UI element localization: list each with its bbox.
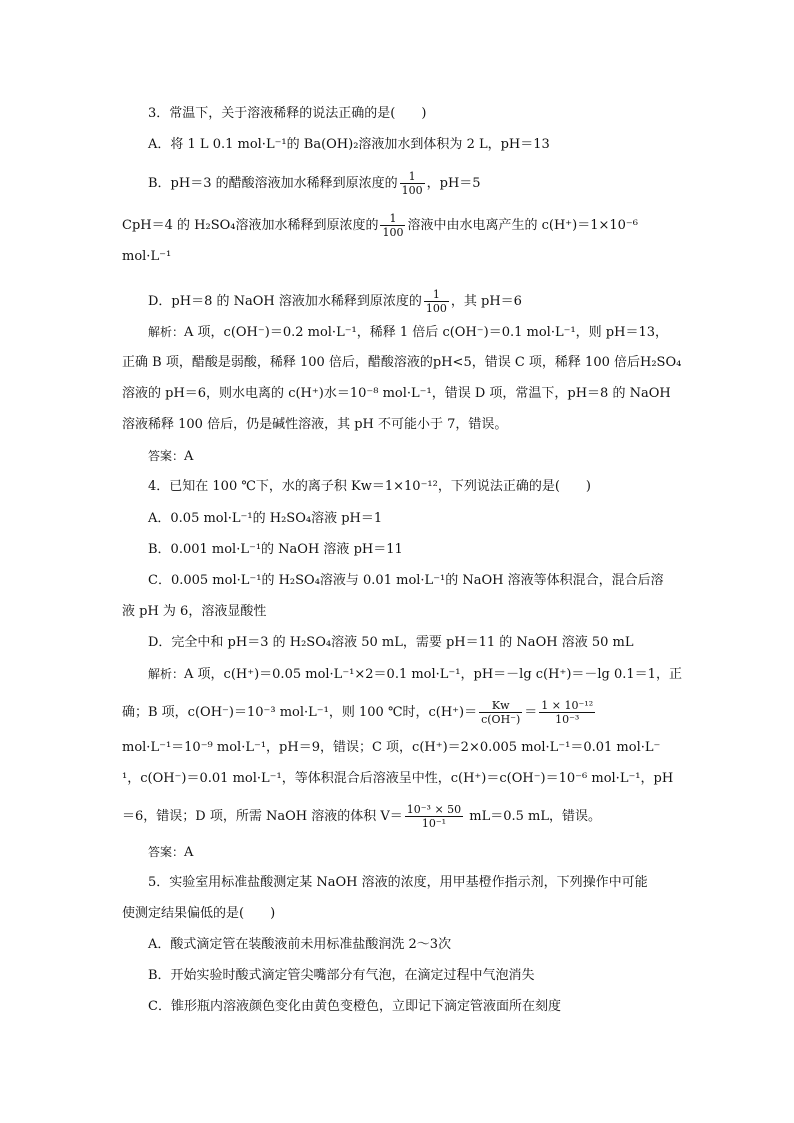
q3-analysis-1: 解析：A 项，c(OH⁻)＝0.2 mol·L⁻¹，稀释 1 倍后 c(OH⁻)＝0.1 mol·L⁻¹，则 pH＝13， xyxy=(148,325,669,340)
q4-stem: 4．已知在 100 ℃下，水的离子积 Kw＝1×10⁻¹²，下列说法正确的是( ) xyxy=(148,479,591,494)
q4-answer: 答案：A xyxy=(148,845,194,860)
q4-analysis-5: ＝6，错误；D 项，所需 NaOH 溶液的体积 V＝ $\frac{\text{10⁻³ × 50}}{\text{10⁻¹}}$ mL＝0.5 mL，错误。 xyxy=(122,803,602,830)
q3-stem: 3．常温下，关于溶液稀释的说法正确的是( ) xyxy=(148,106,427,121)
q3-option-a: A．将 1 L 0.1 mol·L⁻¹的 Ba(OH)₂溶液加水到体积为 2 L，pH＝13 xyxy=(148,137,550,152)
q3-analysis-4: 溶液稀释 100 倍后，仍是碱性溶液，其 pH 不可能小于 7，错误。 xyxy=(122,417,508,432)
q3-option-c: CpH＝4 的 H₂SO₄溶液加水稀释到原浓度的 $\frac{1}{100}$ 溶液中由水电离产生的 c(H⁺)＝1×10⁻⁶ xyxy=(122,212,639,239)
q4-analysis-2: 确；B 项，c(OH⁻)＝10⁻³ mol·L⁻¹，则 100 ℃时，c(H⁺)＝ $\frac{Kw}{c(OH^-)}$ ＝ $\frac{\text{1 × 10⁻¹²}}{\text{10⁻³}}$ xyxy=(122,699,594,726)
q4-option-a: A．0.05 mol·L⁻¹的 H₂SO₄溶液 pH＝1 xyxy=(148,511,383,526)
q5-stem: 5．实验室用标准盐酸测定某 NaOH 溶液的浓度，用甲基橙作指示剂，下列操作中可能 xyxy=(148,875,648,890)
fraction: $\frac{\text{10⁻³ × 50}}{\text{10⁻¹}}$ xyxy=(406,803,462,830)
fraction: $\frac{1}{100}$ xyxy=(382,212,404,239)
fraction: $\frac{1}{100}$ xyxy=(401,170,423,197)
q3-answer: 答案：A xyxy=(148,449,194,464)
fraction: $\frac{1}{100}$ xyxy=(425,288,447,315)
q4-option-c: C．0.005 mol·L⁻¹的 H₂SO₄溶液与 0.01 mol·L⁻¹的 NaOH 溶液等体积混合，混合后溶 xyxy=(148,573,664,588)
q3-analysis-3: 溶液的 pH＝6，则水电离的 c(H⁺)水＝10⁻⁸ mol·L⁻¹，错误 D 项，常温下，pH＝8 的 NaOH xyxy=(122,386,671,401)
q4-analysis-3: mol·L⁻¹＝10⁻⁹ mol·L⁻¹，pH＝9，错误；C 项，c(H⁺)＝2×0.005 mol·L⁻¹＝0.01 mol·L⁻ xyxy=(122,740,661,755)
q4-option-b: B．0.001 mol·L⁻¹的 NaOH 溶液 pH＝11 xyxy=(148,542,403,557)
q4-option-d: D．完全中和 pH＝3 的 H₂SO₄溶液 50 mL，需要 pH＝11 的 NaOH 溶液 50 mL xyxy=(148,635,634,650)
q3-analysis-2: 正确 B 项，醋酸是弱酸，稀释 100 倍后，醋酸溶液的pH<5，错误 C 项，稀释 100 倍后H₂SO₄ xyxy=(122,355,682,370)
q5-option-a: A．酸式滴定管在装酸液前未用标准盐酸润洗 2～3次 xyxy=(148,937,452,952)
fraction: $\frac{\text{1 × 10⁻¹²}}{\text{10⁻³}}$ xyxy=(541,699,594,726)
q4-analysis-4: ¹，c(OH⁻)＝0.01 mol·L⁻¹，等体积混合后溶液呈中性，c(H⁺)＝c(OH⁻)＝10⁻⁶ mol·L⁻¹，pH xyxy=(122,771,674,786)
fraction: $\frac{Kw}{c(OH^-)}$ xyxy=(481,699,521,726)
q5-stem-cont: 使测定结果偏低的是( ) xyxy=(122,906,276,921)
q3-option-c-cont: mol·L⁻¹ xyxy=(122,249,172,264)
q3-option-b: B．pH＝3 的醋酸溶液加水稀释到原浓度的 $\frac{1}{100}$ ，pH＝5 xyxy=(148,170,481,197)
q4-option-c-cont: 液 pH 为 6，溶液显酸性 xyxy=(122,604,267,619)
q5-option-c: C．锥形瓶内溶液颜色变化由黄色变橙色，立即记下滴定管液面所在刻度 xyxy=(148,999,561,1014)
q5-option-b: B．开始实验时酸式滴定管尖嘴部分有气泡，在滴定过程中气泡消失 xyxy=(148,968,535,983)
q3-option-d: D．pH＝8 的 NaOH 溶液加水稀释到原浓度的 $\frac{1}{100}$ ，其 pH＝6 xyxy=(148,288,522,315)
q4-analysis-1: 解析：A 项，c(H⁺)＝0.05 mol·L⁻¹×2＝0.1 mol·L⁻¹，pH＝－lg c(H⁺)＝－lg 0.1＝1，正 xyxy=(148,667,682,682)
